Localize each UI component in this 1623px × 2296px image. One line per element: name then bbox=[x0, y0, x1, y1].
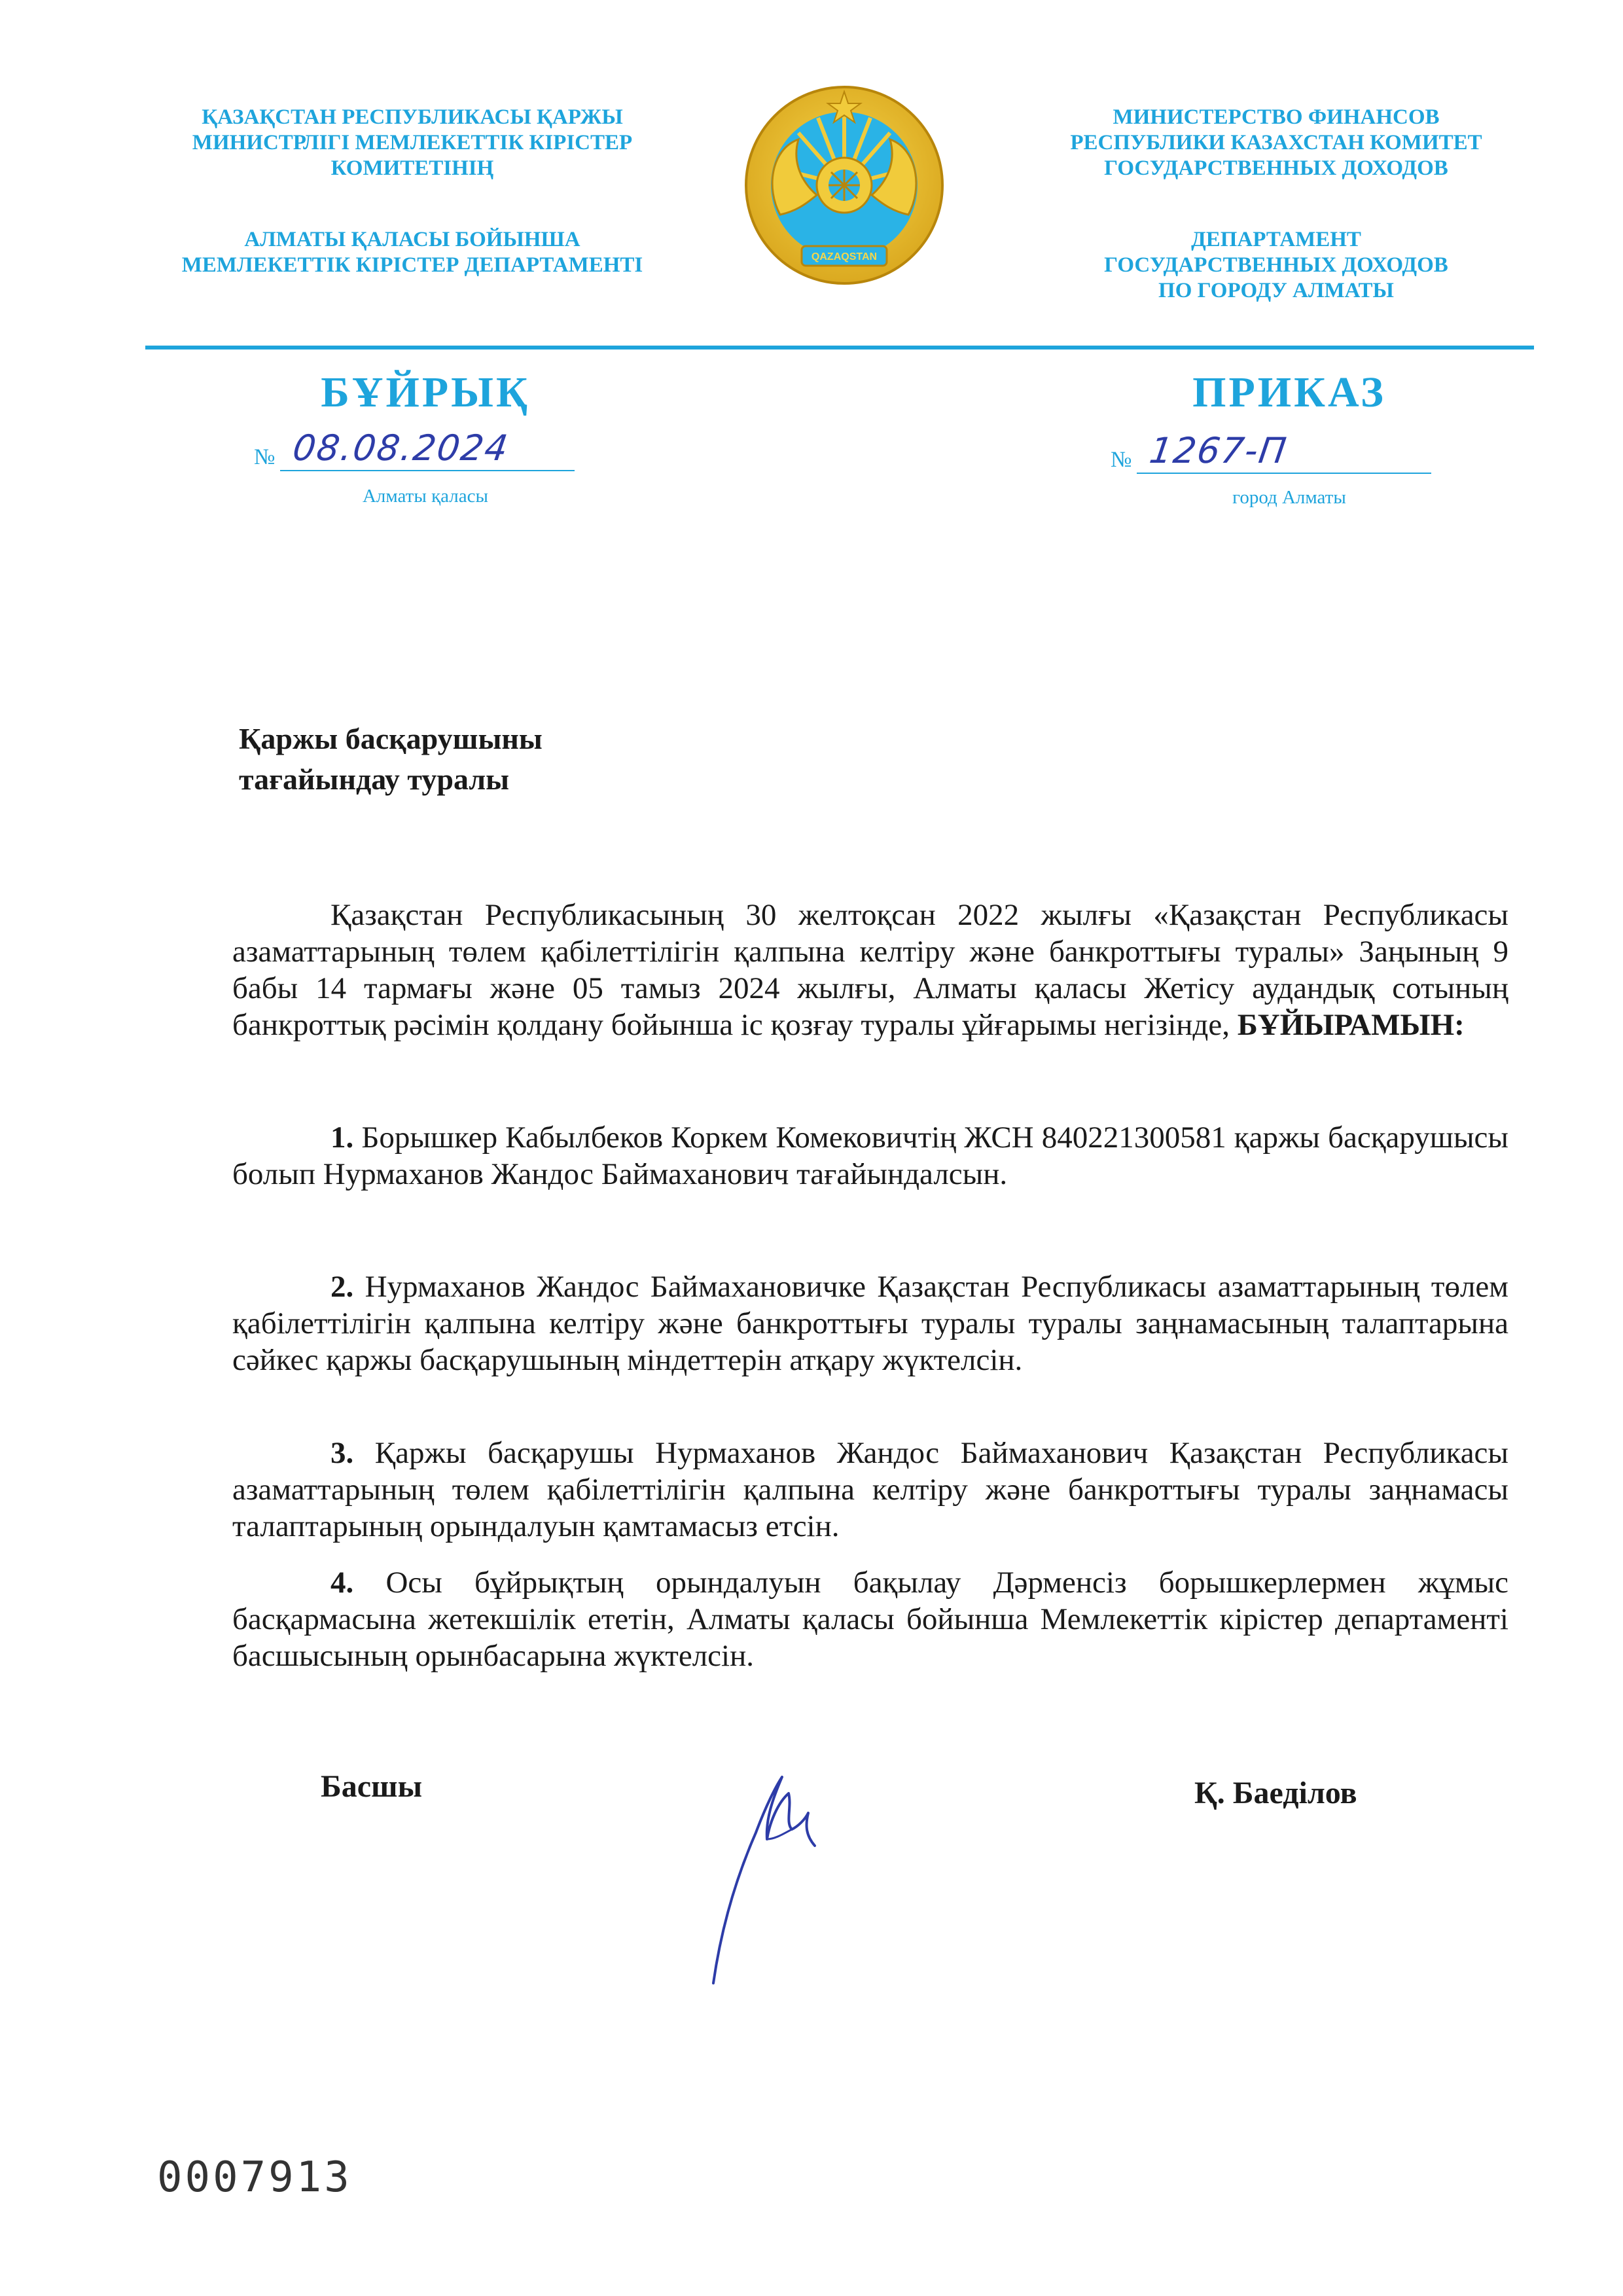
number-underline bbox=[1137, 473, 1431, 474]
preamble-paragraph bbox=[232, 897, 1508, 1043]
signatory-title: Басшы bbox=[321, 1769, 423, 1804]
item-number: 4. bbox=[330, 1566, 386, 1600]
emblem-ribbon-text: QAZAQSTAN bbox=[811, 251, 878, 262]
order-item bbox=[232, 1119, 1508, 1193]
subject-line: тағайындау туралы bbox=[239, 762, 510, 796]
header-left-line: КОМИТЕТІНІҢ bbox=[330, 156, 494, 180]
header-left-line: МИНИСТРЛІГІ МЕМЛЕКЕТТІК КІРІСТЕР bbox=[192, 131, 633, 154]
subject-line: Қаржы басқарушыны bbox=[239, 722, 543, 755]
item-number: 3. bbox=[330, 1436, 375, 1470]
item-text: Қаржы басқарушы Нурмаханов Жандос Баймаханович Қазақстан Республикасы азаматтарының төлем қабілеттілігін қалпына келтіру және банкроттығы туралы заңнамасы талаптарының орындалуын қамтамасыз етсін. bbox=[232, 1436, 1508, 1543]
header-left-line: МЕМЛЕКЕТТІК КІРІСТЕР ДЕПАРТАМЕНТІ bbox=[181, 253, 643, 277]
item-text: Осы бұйрықтың орындалуын бақылау Дәрменсіз борышкерлермен жұмыс басқармасына жетекшілік ететін, Алматы қаласы бойынша Мемлекеттік кірістер департаменті басшысының орынбасарына жүктелсін. bbox=[232, 1566, 1509, 1673]
city-ru: город Алматы bbox=[1232, 487, 1346, 508]
item-number: 2. bbox=[330, 1270, 365, 1304]
item-text: Нурмаханов Жандос Баймахановичке Қазақстан Республикасы азаматтарының төлем қабілеттілігін қалпына келтіру және банкроттығы туралы туралы заңнамасының талаптарына сәйкес қаржы басқарушының міндеттерін атқару жүктелсін. bbox=[232, 1270, 1509, 1377]
order-item bbox=[232, 1564, 1508, 1674]
order-number-field bbox=[1111, 432, 1431, 478]
order-subject bbox=[239, 719, 762, 800]
header-left-line: АЛМАТЫ ҚАЛАСЫ БОЙЫНША bbox=[244, 228, 580, 251]
state-emblem-icon bbox=[740, 77, 949, 293]
item-text: Борышкер Кабылбеков Коркем Комековичтің ЖСН 840221300581 қаржы басқарушысы болып Нурмаханов Жандос Баймаханович тағайындалсын. bbox=[232, 1121, 1508, 1191]
order-date-handwritten: 08.08.2024 bbox=[290, 427, 512, 469]
header-left-kz bbox=[111, 105, 713, 278]
header-right-ru bbox=[995, 105, 1558, 304]
number-underline bbox=[280, 470, 575, 471]
order-item bbox=[232, 1435, 1508, 1545]
header-divider bbox=[145, 346, 1534, 350]
number-sign: № bbox=[254, 445, 276, 469]
header-right-line: ПО ГОРОДУ АЛМАТЫ bbox=[1158, 279, 1394, 302]
header-right-line: ГОСУДАРСТВЕННЫХ ДОХОДОВ bbox=[1104, 156, 1448, 180]
order-item bbox=[232, 1268, 1508, 1378]
header-right-line: МИНИСТЕРСТВО ФИНАНСОВ bbox=[1113, 105, 1440, 129]
city-kz: Алматы қаласы bbox=[362, 486, 488, 507]
order-number-handwritten: 1267-П bbox=[1147, 430, 1290, 471]
serial-number: 0007913 bbox=[157, 2153, 352, 2202]
signatory-name: Қ. Баеділов bbox=[1194, 1776, 1357, 1810]
preamble-text: Қазақстан Республикасының 30 желтоқсан 2022 жылғы «Қазақстан Республикасы азаматтарының төлем қабілеттілігін қалпына келтіру және банкроттығы туралы» Заңының 9 бабы 14 тармағы және 05 тамыз 2024 жылғы, Алматы қаласы Жетісу аудандық сотының банкроттық рәсімін қолдану бойынша іс қозғау туралы ұйғарымы негізінде, bbox=[232, 898, 1508, 1042]
header-right-line: ГОСУДАРСТВЕННЫХ ДОХОДОВ bbox=[1104, 253, 1448, 277]
order-date-field bbox=[254, 429, 575, 475]
order-word: БҰЙЫРАМЫН: bbox=[1237, 1008, 1465, 1042]
header-right-line: ДЕПАРТАМЕНТ bbox=[1191, 228, 1361, 251]
number-sign: № bbox=[1111, 448, 1132, 472]
handwritten-signature bbox=[694, 1741, 851, 1990]
order-title-ru: ПРИКАЗ bbox=[1192, 368, 1386, 416]
header-right-line: РЕСПУБЛИКИ КАЗАХСТАН КОМИТЕТ bbox=[1070, 131, 1482, 154]
item-number: 1. bbox=[330, 1121, 362, 1155]
order-title-kz: БҰЙРЫҚ bbox=[321, 368, 530, 416]
header-left-line: ҚАЗАҚСТАН РЕСПУБЛИКАСЫ ҚАРЖЫ bbox=[202, 105, 623, 129]
